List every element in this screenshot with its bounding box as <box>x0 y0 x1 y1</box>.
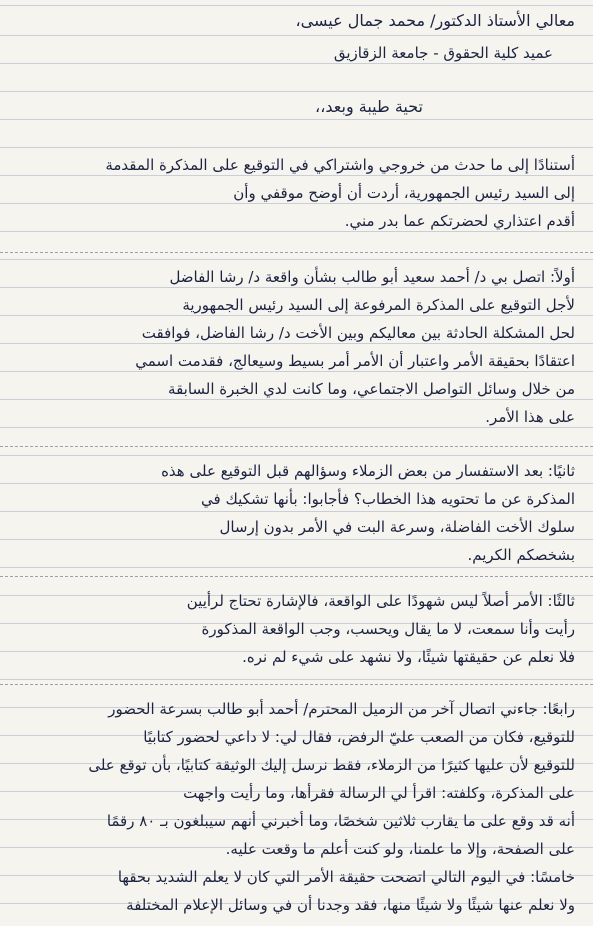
fourth-point-line: للتوقيع، فكان من الصعب عليّ الرفض، فقال لي: لا داعي لحضور كتابيًا <box>143 728 575 746</box>
first-point-line: لأجل التوقيع على المذكرة المرفوعة إلى السيد رئيس الجمهورية <box>182 296 575 314</box>
fourth-point-line: على الصفحة، وإلا ما علمنا، ولو كنت أعلم ما وقعت عليه. <box>225 840 575 858</box>
section-divider <box>0 576 593 577</box>
third-point-line: فلا نعلم عن حقيقتها شيئًا، ولا نشهد على شيء لم نره. <box>242 648 575 666</box>
section-divider <box>0 684 593 685</box>
section-divider <box>0 252 593 253</box>
fourth-point-line: للتوقيع لأن عليها كثيرًا من الزملاء، فقط نرسل إليك الوثيقة كتابيًا، بأن توقع على <box>88 756 575 774</box>
third-point-line: رأيت وأنا سمعت، لا ما يقال ويحسب، وجب الواقعة المذكورة <box>201 620 575 638</box>
intro-line: إلى السيد رئيس الجمهورية، أردت أن أوضح موقفي وأن <box>233 184 575 202</box>
fifth-point-line: خامسًا: في اليوم التالي اتضحت حقيقة الأمر التي كان لا يعلم الشديد بحقها <box>117 868 575 886</box>
intro-line: أقدم اعتذاري لحضرتكم عما بدر مني. <box>344 212 575 230</box>
first-point-line: لحل المشكلة الحادثة بين معاليكم وبين الأخت د/ رشا الفاضل، فوافقت <box>141 324 575 342</box>
third-point-line: ثالثًا: الأمر أصلاً ليس شهودًا على الواقعة، فالإشارة تحتاج لرأيين <box>186 592 575 610</box>
fourth-point-line: على المذكرة، وكلفته: اقرأ لي الرسالة فقرأها، وما رأيت واجهت <box>183 784 575 802</box>
second-point-line: المذكرة عن ما تحتويه هذا الخطاب؟ فأجابوا: بأنها تشكيك في <box>201 490 575 508</box>
greeting: تحية طيبة وبعد،، <box>315 97 423 116</box>
first-point-line: اعتقادًا بحقيقة الأمر واعتبار أن الأمر أمر بسيط وسيعالج، فقدمت اسمي <box>135 352 575 370</box>
section-divider <box>0 446 593 447</box>
intro-line: أستنادًا إلى ما حدث من خروجي واشتراكي في التوقيع على المذكرة المقدمة <box>105 156 575 174</box>
recipient-title-line: عميد كلية الحقوق - جامعة الزقازيق <box>333 44 553 62</box>
first-point-line: على هذا الأمر. <box>485 408 575 426</box>
recipient-line: معالي الأستاذ الدكتور/ محمد جمال عيسى، <box>295 11 575 30</box>
second-point-line: بشخصكم الكريم. <box>467 546 575 564</box>
second-point-line: سلوك الأخت الفاضلة، وسرعة البت في الأمر بدون إرسال <box>219 518 575 536</box>
fifth-point-line: ولا نعلم عنها شيئًا ولا شيئًا منها، فقد وجدنا أن في وسائل الإعلام المختلفة <box>126 896 575 914</box>
fourth-point-line: أنه قد وقع على ما يقارب ثلاثين شخصًا، وما أخبرني أنهم سيبلغون بـ ٨٠ رقمًا <box>106 812 575 830</box>
fourth-point-line: رابعًا: جاءني اتصال آخر من الزميل المحترم/ أحمد أبو طالب بسرعة الحضور <box>108 700 575 718</box>
first-point-line: من خلال وسائل التواصل الاجتماعي، وما كانت لدي الخبرة السابقة <box>168 380 575 398</box>
first-point-line: أولاً: اتصل بي د/ أحمد سعيد أبو طالب بشأن واقعة د/ رشا الفاضل <box>169 268 575 286</box>
second-point-line: ثانيًا: بعد الاستفسار من بعض الزملاء وسؤالهم قبل التوقيع على هذه <box>161 462 575 480</box>
